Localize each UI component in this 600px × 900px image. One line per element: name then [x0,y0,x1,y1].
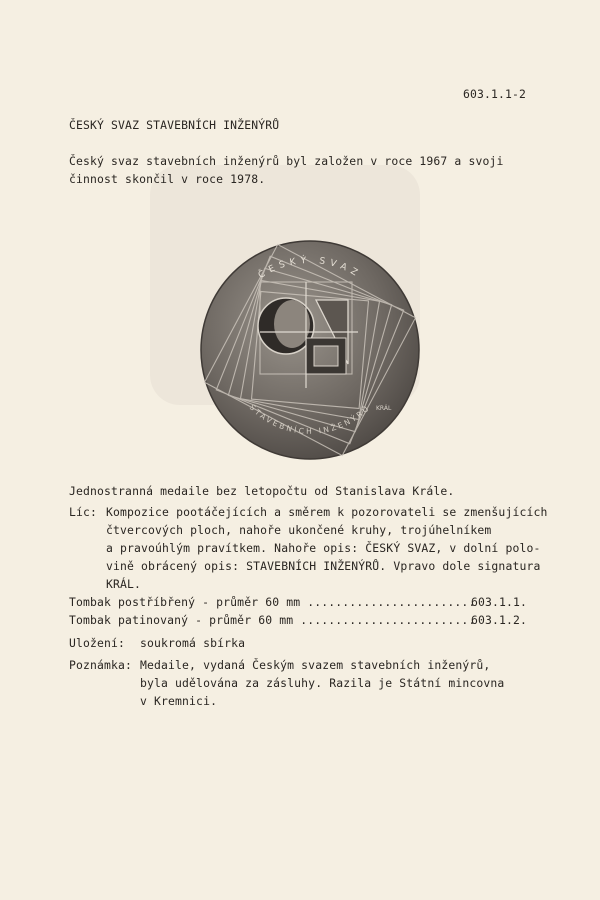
medal-description: Jednostranná medaile bez letopočtu od Stanislava Krále. [69,484,455,498]
intro-line: Český svaz stavebních inženýrů byl založen v roce 1967 a svoji [69,154,504,168]
medal-top-legend: ČESKÝ SVAZ [256,255,364,281]
variant-label: Tombak postříbřený - průměr 60 mm ........................ [69,595,476,609]
obverse-line: a pravoúhlým pravítkem. Nahoře opis: ČESKÝ SVAZ, v dolní polo- [106,541,541,555]
page-heading: ČESKÝ SVAZ STAVEBNÍCH INŽENÝRŮ [69,118,280,132]
note-label: Poznámka: [69,658,133,672]
note-line: Medaile, vydaná Českým svazem stavebních inženýrů, [140,658,491,672]
obverse-label: Líc: [69,505,98,519]
obverse-line: KRÁL. [106,577,142,591]
obverse-line: Kompozice pootáčejících a směrem k pozorovateli se zmenšujících [106,505,548,519]
note-line: v Kremnici. [140,694,218,708]
medal-image [198,238,422,462]
note-line: byla udělována za zásluhy. Razila je Státní mincovna [140,676,505,690]
medal-bottom-legend: STAVEBNÍCH INŽENÝRŮ [247,402,373,436]
medal-signature: KRÁL [376,405,392,412]
variant-label: Tombak patinovaný - průměr 60 mm ......................... [69,613,476,627]
storage-value: soukromá sbírka [140,636,246,650]
storage-label: Uložení: [69,636,126,650]
intro-line: činnost skončil v roce 1978. [69,172,266,186]
variant-code: 603.1.1. [471,595,528,609]
obverse-line: čtvercových ploch, nahoře ukončené kruhy, trojúhelníkem [106,523,492,537]
obverse-line: vině obrácený opis: STAVEBNÍCH INŽENÝRŮ. Vpravo dole signatura [106,559,541,573]
medal-crescent [274,300,310,348]
variant-code: 603.1.2. [471,613,528,627]
intro-paragraph [69,152,503,188]
catalogue-number: 603.1.1-2 [463,87,527,101]
